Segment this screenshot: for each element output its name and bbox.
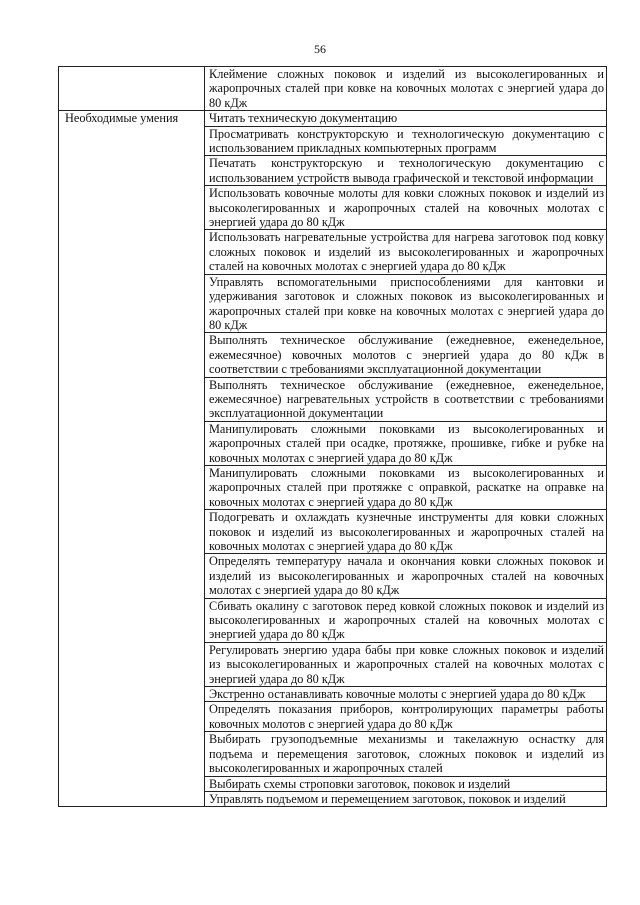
row-text: Управлять вспомогательными приспособлениями для кантовки и удерживания заготовок и сложных поковок из высоколегированных и жаропрочных сталей при ковке на ковочных молотах с энергией удара до 80 кДж — [205, 274, 607, 333]
row-text: Читать техническую документацию — [205, 111, 607, 126]
table-body — [59, 67, 607, 807]
row-text: Определять температуру начала и окончания ковки сложных поковок и изделий из высоколегированных и жаропрочных сталей на ковочных молотах с энергией удара до 80 кДж — [205, 554, 607, 598]
row-text: Манипулировать сложными поковками из высоколегированных и жаропрочных сталей при протяжке с оправкой, раскатке на оправке на ковочных молотах с энергией удара до 80 кДж — [205, 465, 607, 509]
row-text: Выбирать грузоподъемные механизмы и такелажную оснастку для подъема и перемещения заготовок, сложных поковок и изделий из высоколегированных и жаропрочных сталей — [205, 732, 607, 776]
row-text: Использовать ковочные молоты для ковки сложных поковок и изделий из высоколегированных и жаропрочных сталей на ковочных молотах с энергией удара до 80 кДж — [205, 186, 607, 230]
row-text: Подогревать и охлаждать кузнечные инструменты для ковки сложных поковок и изделий из высоколегированных и жаропрочных сталей на ковочных молотах с энергией удара до 80 кДж — [205, 510, 607, 554]
row-text: Регулировать энергию удара бабы при ковке сложных поковок и изделий из высоколегированных и жаропрочных сталей на ковочных молотах с энергией удара до 80 кДж — [205, 642, 607, 686]
document-table — [58, 66, 607, 807]
row-text: Экстренно останавливать ковочные молоты с энергией удара до 80 кДж — [205, 687, 607, 702]
row-text: Просматривать конструкторскую и технологическую документацию с использованием прикладных компьютерных программ — [205, 126, 607, 156]
row-text: Клеймение сложных поковок и изделий из высоколегированных и жаропрочных сталей при ковке на ковочных молотах с энергией удара до 80 кДж — [205, 67, 607, 111]
row-text: Сбивать окалину с заготовок перед ковкой сложных поковок и изделий из высоколегированных и жаропрочных сталей на ковочных молотах с энергией удара до 80 кДж — [205, 598, 607, 642]
row-text: Выбирать схемы строповки заготовок, поковок и изделий — [205, 776, 607, 791]
table-row — [59, 111, 607, 126]
row-text: Манипулировать сложными поковками из высоколегированных и жаропрочных сталей при осадке, протяжке, прошивке, гибке и рубке на ковочных молотах с энергией удара до 80 кДж — [205, 421, 607, 465]
row-text: Управлять подъемом и перемещением заготовок, поковок и изделий — [205, 791, 607, 806]
table-row — [59, 67, 607, 111]
row-text: Выполнять техническое обслуживание (ежедневное, еженедельное, ежемесячное) нагревательных устройств в соответствии с требованиями эксплуатационной документации — [205, 377, 607, 421]
page-number: 56 — [314, 42, 326, 56]
row-text: Определять показания приборов, контролирующих параметры работы ковочных молотов с энергией удара до 80 кДж — [205, 702, 607, 732]
row-label — [59, 67, 205, 111]
row-text: Выполнять техническое обслуживание (ежедневное, еженедельное, ежемесячное) ковочных молотов с энергией удара до 80 кДж в соответствии с требованиями эксплуатационной документации — [205, 333, 607, 377]
section-label-skills: Необходимые умения — [59, 111, 205, 807]
row-text: Печатать конструкторскую и технологическую документацию с использованием устройств вывода графической и текстовой информации — [205, 156, 607, 186]
row-text: Использовать нагревательные устройства для нагрева заготовок под ковку сложных поковок и изделий из высоколегированных и жаропрочных сталей на ковочных молотах с энергией удара до 80 кДж — [205, 230, 607, 274]
